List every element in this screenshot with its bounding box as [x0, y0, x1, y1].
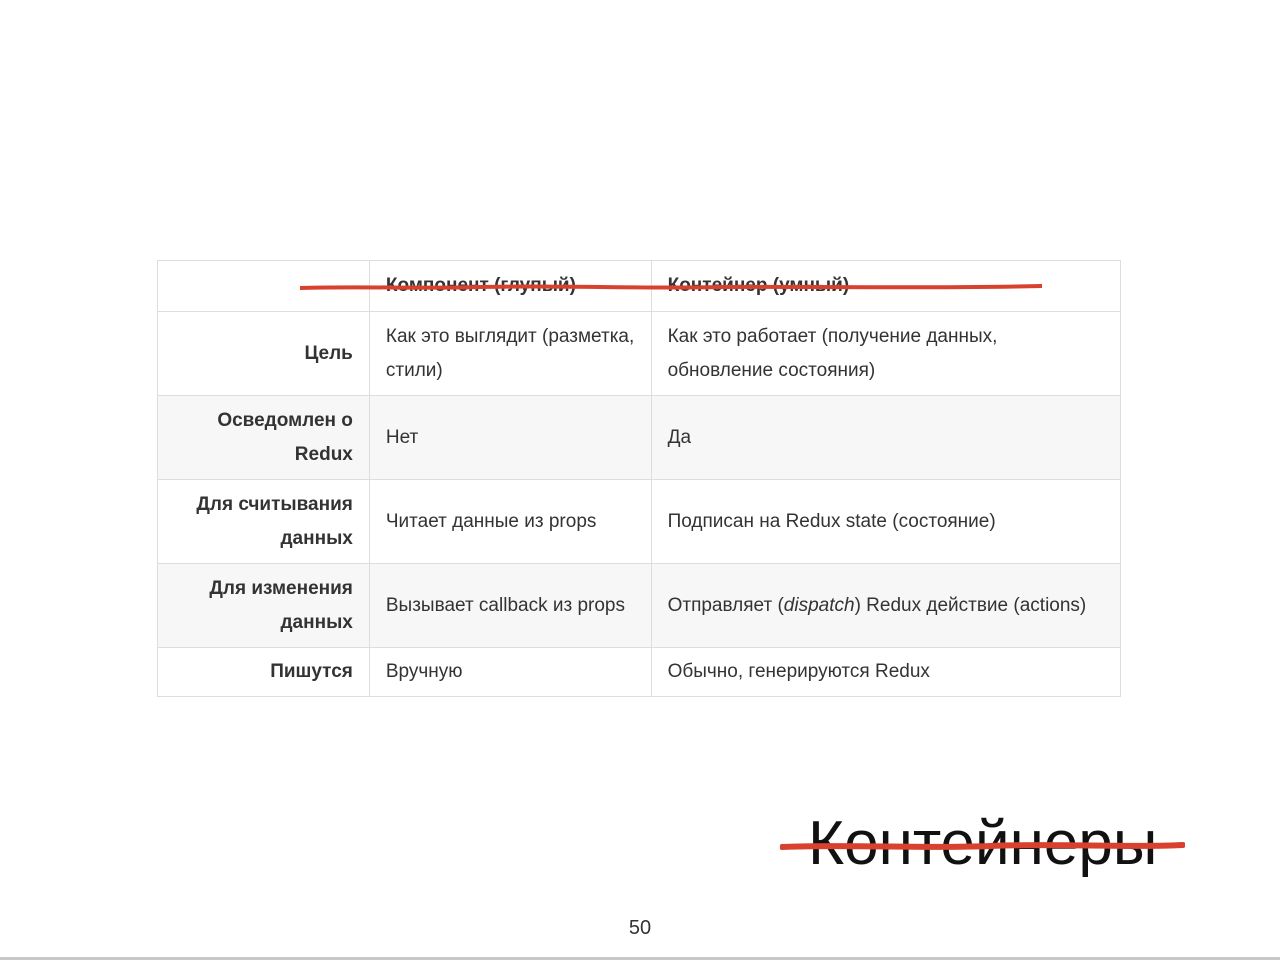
slide-title: Контейнеры [808, 809, 1158, 878]
header-component: Компонент (глупый) [369, 261, 651, 312]
header-container: Контейнер (умный) [651, 261, 1120, 312]
cell-emphasis: dispatch [783, 594, 855, 616]
cell-component: Вызывает callback из props [369, 564, 651, 648]
row-label: Для изменения данных [158, 564, 370, 648]
cell-component: Нет [369, 396, 651, 480]
cell-component: Читает данные из props [369, 480, 651, 564]
row-label: Пишутся [158, 648, 370, 697]
cell-text: Отправляет ( [667, 594, 784, 616]
table-row [158, 396, 1121, 480]
cell-text: ) Redux действие (actions) [854, 594, 1087, 616]
cell-container: Подписан на Redux state (состояние) [651, 480, 1120, 564]
cell-component: Как это выглядит (разметка, стили) [369, 312, 651, 396]
table-row [158, 312, 1121, 396]
table-row [158, 480, 1121, 564]
cell-component: Вручную [369, 648, 651, 697]
row-label: Осведомлен о Redux [158, 396, 370, 480]
slide-title-group [780, 806, 1185, 886]
header-corner [158, 261, 370, 312]
cell-container: Да [651, 396, 1120, 480]
table-row [158, 648, 1121, 697]
row-label: Для считывания данных [158, 480, 370, 564]
cell-container [651, 564, 1120, 648]
table-row [158, 564, 1121, 648]
table-header-row [158, 261, 1121, 312]
row-label: Цель [158, 312, 370, 396]
cell-container: Обычно, генерируются Redux [651, 648, 1120, 697]
cell-container: Как это работает (получение данных, обновление состояния) [651, 312, 1120, 396]
comparison-table [157, 260, 1121, 697]
page-number: 50 [628, 917, 652, 939]
